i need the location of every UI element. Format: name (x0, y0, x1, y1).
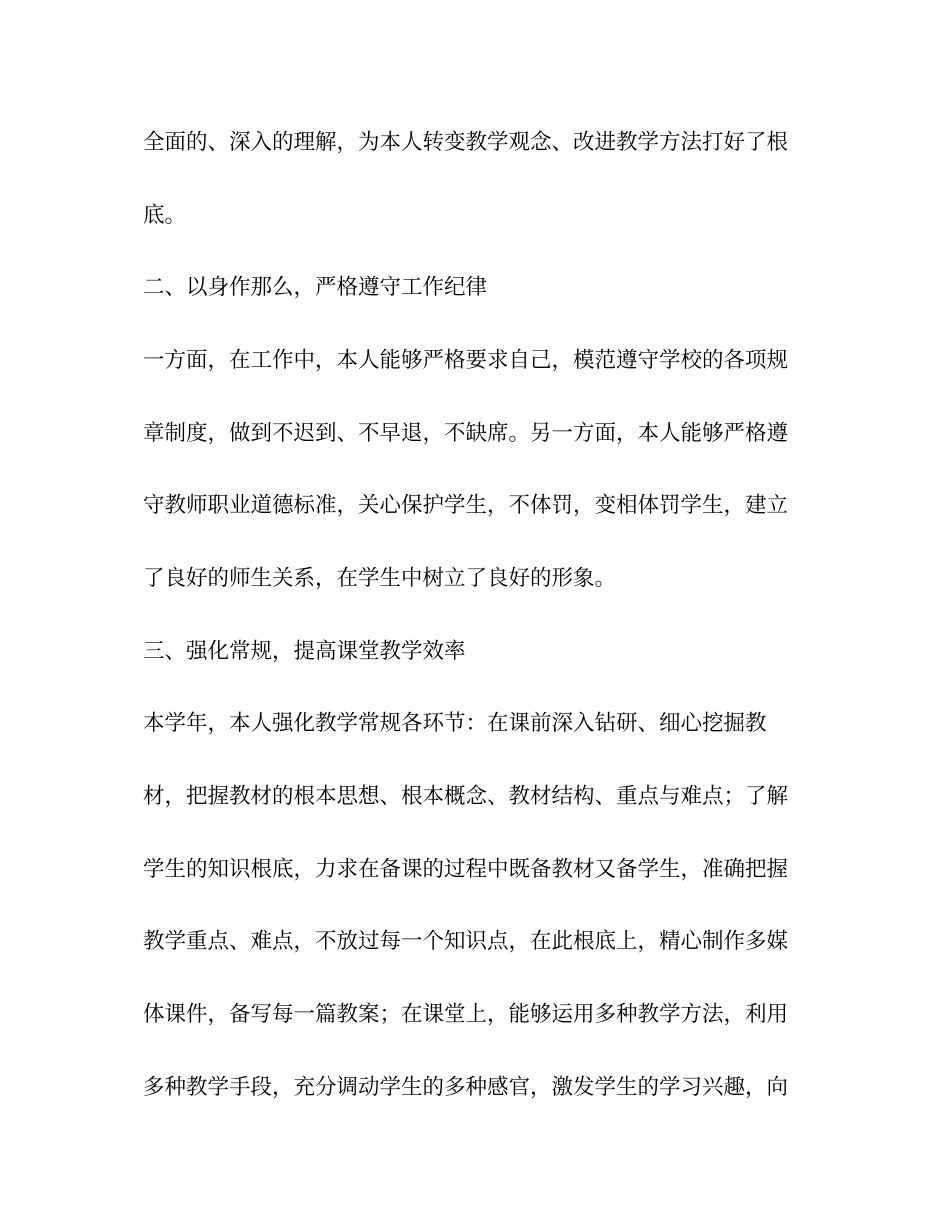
section-heading: 二、以身作那么，严格遵守工作纪律 (143, 275, 488, 300)
text-line: 体课件，备写每一篇教案；在课堂上，能够运用多种教学方法，利用 (143, 1002, 789, 1027)
text-line: 本学年，本人强化教学常规各环节：在课前深入钻研、细心挖掘教 (143, 711, 767, 736)
text-line: 守教师职业道德标准，关心保护学生，不体罚，变相体罚学生，建立 (143, 493, 789, 518)
text-line: 全面的、深入的理解，为本人转变教学观念、改进教学方法打好了根 (143, 130, 789, 155)
text-line: 章制度，做到不迟到、不早退，不缺席。另一方面，本人能够严格遵 (143, 421, 789, 446)
text-line: 学生的知识根底，力求在备课的过程中既备教材又备学生，准确把握 (143, 857, 789, 882)
text-line: 教学重点、难点，不放过每一个知识点，在此根底上，精心制作多媒 (143, 929, 789, 954)
text-line: 底。 (143, 203, 187, 228)
text-line: 一方面，在工作中，本人能够严格要求自己，模范遵守学校的各项规 (143, 348, 789, 373)
text-line: 多种教学手段，充分调动学生的多种感官，激发学生的学习兴趣，向 (143, 1075, 789, 1100)
section-heading: 三、强化常规，提高课堂教学效率 (143, 639, 466, 664)
text-line: 了良好的师生关系，在学生中树立了良好的形象。 (143, 566, 617, 591)
text-line: 材，把握教材的根本思想、根本概念、教材结构、重点与难点；了解 (143, 784, 789, 809)
